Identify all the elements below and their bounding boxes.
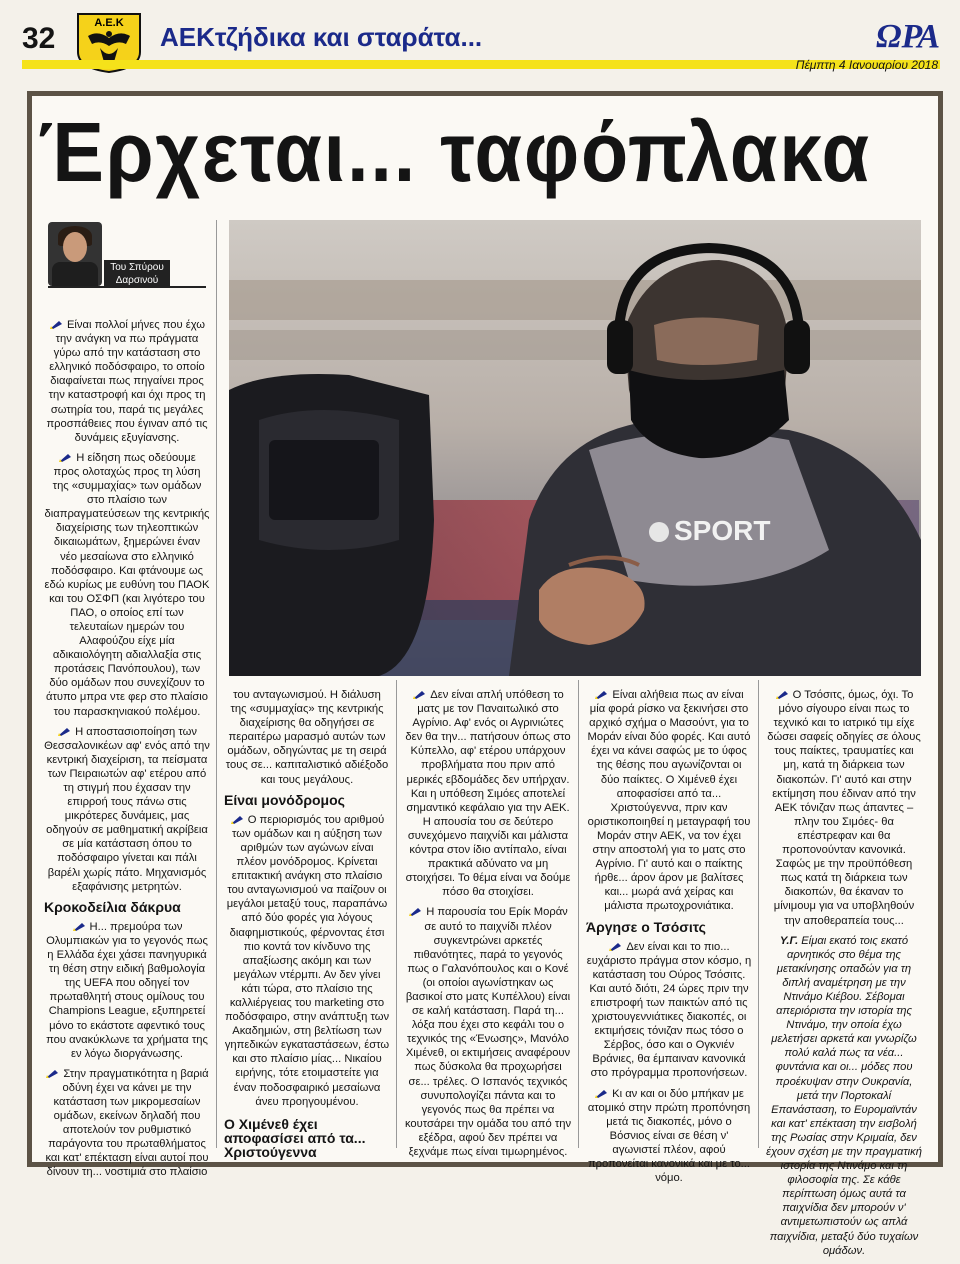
column-divider	[578, 680, 579, 1148]
paragraph-text: Η αποστασιοποίηση των Θεσσαλονικέων αφ' ενός από την κεντρική διαχείριση, τα πείσματα των Πειραιωτών αφ' ετέρου από τη στιγμή που έχασαν την επιρροή τους πάνω στις μικρότερες δυνάμεις, μας οδηγούν σε μαθηματική ακρίβεια σε μία κατάσταση όπου το ποδόσφαιρο γίνεται και πάλι βαρέλι χωρίς πάτο. Μηχανισμός εξαφάνισης μετρητών.	[44, 725, 210, 893]
paragraph-text: Η παρουσία του Ερίκ Μοράν σε αυτό το παιχνίδι πλέον συγκεντρώνει αρκετές πιθανότητες, παρά το γεγονός πως ο Γαλανόπουλος και ο Κονέ (οι οποίοι αγωνίστηκαν ως βασικοί στο ματς Κυπέλλου) είναι σε καλή κατάσταση. Παρά τη... λόξα που έχει στο κεφάλι του ο τεχνικός της «Ένωσης», Μανόλο Χιμένεθ, οι εκτιμήσεις αναφέρουν πως δύσκολα θα προχωρήσει σε... τρέλες. Ο Ισπανός τεχνικός συνυπολογίζει πάντα και το γεγονός πως θα πρέπει να κουτσάρει την ομάδα του από την εξέδρα, αφού δεν πρέπει να ξεχνάμε πως είναι τιμωρημένος.	[404, 906, 572, 1158]
pen-icon	[58, 453, 72, 463]
byline	[48, 222, 206, 288]
paragraph-text: Ο Τσόσιτς, όμως, όχι. Το μόνο σίγουρο είναι πως το τεχνικό και το ιατρικό τιμ είχε δώσει σαφείς οδηγίες σε όλους τους παίκτες, τραυματίες και μη, κατά τη διάρκεια των διακοπών. Γι' αυτό και στην εκτίμηση που έδιναν από την ΑΕΚ τόνιζαν πως άπαντες – πλην του Σιμόες- θα επέστρεφαν και θα προπονούνταν κανονικά. Σαφώς με την προϋπόθεση πως κατά τη διάρκεια των διακοπών, θα έκαναν το μίνιμουμ για να υποβληθούν την αποθεραπεία τους...	[767, 689, 921, 927]
pen-icon	[57, 727, 71, 737]
pen-icon	[775, 690, 789, 700]
paragraph-text: Κι αν και οι δύο μπήκαν με ατομικό στην πρώτη προπόνηση μετά τις διακοπές, μόνο ο Βόσνιος είναι σε θέση ν' αγωνιστεί πλέον, αφού προπονείται κανονικά και με το... νόμο.	[587, 1087, 751, 1185]
paragraph-text: Είναι πολλοί μήνες που έχω την ανάγκη να πω πράγματα γύρω από την κατάσταση στο ελληνικό ποδόσφαιρο, το οποίο διαφαίνεται πως πηγαίνει προς την καταστροφή και όχι προς τη σωτηρία του, παρά τις μεγάλες προσπάθειες που έγιναν από τις δυνάμεις εξυγίανσης.	[46, 319, 208, 444]
pen-icon	[594, 690, 608, 700]
paragraph-text: Δεν είναι και το πιο... ευχάριστο πράγμα στον κόσμο, η κατάσταση του Ούρος Τσόσιτς. Και αυτό διότι, 24 ώρες πριν την επιστροφή των παικτών από τις χριστουγεννιάτικες διακοπές, οι εκτιμήσεις τόνιζαν πως τόσο ο Σέρβος, όσο και ο Ογκνιέν Βράνιες, θα έμπαιναν κανονικά στο πρόγραμμα προπονήσεων.	[586, 940, 752, 1080]
byline-author: Δαρσινού	[115, 275, 159, 286]
byline-label	[104, 260, 170, 288]
byline-rule	[48, 286, 206, 288]
column-divider	[758, 680, 759, 1148]
paragraph	[586, 688, 752, 914]
pen-icon	[408, 907, 422, 917]
byline-line1: Του Σπύρου	[110, 262, 164, 273]
pen-icon	[49, 320, 63, 330]
pen-icon	[594, 1089, 608, 1099]
column-5	[765, 688, 923, 1264]
issue-date: Πέμπτη 4 Ιανουαρίου 2018	[795, 58, 938, 72]
pen-icon	[72, 922, 86, 932]
pen-icon	[45, 1069, 59, 1079]
column-3	[404, 688, 572, 1165]
pen-icon	[412, 690, 426, 700]
paragraph	[44, 1067, 210, 1180]
paragraph-text: Είναι αλήθεια πως αν είναι μία φορά ρίσκο να ξεκινήσει στο αρχικό σχήμα ο Μασούντ, για το Μοράν είναι δύο φορές. Και αυτό έχει να κάνει σαφώς με το ύφος της θέσης που αγωνίζονται οι δύο παίκτες. Ο Χιμένεθ έχει αποφασίσει από τα... Χριστούγεννα, πριν καν οριστικοποιηθεί η μεταγραφή του Μοράν στην ΑΕΚ, να τον έχει στην αποστολή για το ματς στο Αγρίνιο. Γι' αυτό και ο παίκτης ήρθε... άρον άρον με βαλίτσες και... μωρά ανά χείρας και μάλιστα πρωτοχρονιάτικα.	[587, 689, 751, 913]
paragraph	[44, 318, 210, 445]
page-number: 32	[22, 22, 56, 55]
vest-logo-text: SPORT	[674, 515, 771, 546]
paragraph: του ανταγωνισμού. Η διάλυση της «συμμαχίας» της κεντρικής διαχείρισης θα οδηγήσει σε περαιτέρω μαρασμό αυτών των ομάδων, οδηγώντας με τη σειρά τους σε... καπιταλιστικό αδιέξοδο και τους μεγάλους.	[225, 689, 389, 786]
paragraph	[586, 1087, 752, 1186]
headline: Έρχεται... ταφόπλακα	[38, 105, 871, 199]
subheading: Ο Χιμένεθ έχει αποφασίσει από τα... Χριστούγεννα	[224, 1115, 366, 1160]
pen-icon	[608, 942, 622, 952]
paragraph	[44, 451, 210, 719]
section-title: ΑΕΚτζήδικα και σταράτα...	[160, 22, 483, 52]
column-1	[44, 318, 210, 1186]
page-header	[0, 0, 960, 78]
paragraph	[765, 688, 923, 928]
pen-icon	[230, 815, 244, 825]
ps-label: Υ.Γ.	[779, 934, 799, 947]
svg-text:Α.Ε.Κ: Α.Ε.Κ	[94, 17, 124, 29]
ps-text: Είμαι εκατό τοις εκατό αρνητικός στο θέμα της μετακίνησης οπαδών για τη διπλή αναμέτρηση με την Ντινάμο Κιέβου. Σέβομαι απεριόριστα την ιστορία της Ντινάμο, την οποία έχω μελετήσει αρκετά και γνωρίζω πολύ καλά πως τα νέα... φυντάνια και οι... μόδες που προέκυψαν στην Ουκρανία, μετά την Πορτοκαλί Επανάσταση, το Ευρομαϊντάν και κατ' επέκταση την εισβολή της Ρωσίας στην Κριμαία, δεν έχουν σχέση με την πραγματική ιστορία της Ντινάμο και τη φιλοσοφία της. Σε κάθε περίπτωση όμως αυτά τα παιχνίδια δεν μπορούν ν' αντιμετωπιστούν ως απλά παιχνίδια, μεταξύ δύο τυχαίων ομάδων.	[766, 934, 922, 1257]
paragraph-text: Ο περιορισμός του αριθμού των ομάδων και η αύξηση των αριθμών των αγώνων είναι πλέον μονόδρομος. Κρίνεται επιτακτική ανάγκη στο πλαίσιο του ανταγωνισμού να παίζουν οι μεγάλοι μεταξύ τους, παραπάνω από δύο φορές για λόγους διαφημιστικούς, φέρνοντας έτσι πιο κοντά τον κίνδυνο της απαξίωσης ακόμη και των μεγάλων ντέρμπι. Αν δεν γίνει κάτι τώρα, στο πλαίσιο της καλλιέργειας του marketing στο ποδόσφαιρο, στην ανάπτυξη των Ακαδημιών, στη βελτίωση των γηπεδικών εγκαταστάσεων, έστω και στο πλαίσιο μίας... Νικαίου ειρήνης, τότε ετοιμαστείτε για έναν ποδοσφαιρικό μεσαίωνα άνευ προηγουμένου.	[224, 813, 390, 1108]
subheading: Κροκοδείλια δάκρυα	[44, 898, 181, 915]
paragraph	[404, 905, 572, 1159]
column-2	[224, 688, 390, 1165]
article-photo	[229, 220, 921, 676]
paragraph	[586, 940, 752, 1081]
paragraph	[224, 813, 390, 1109]
avatar	[48, 222, 102, 286]
subheading: Άργησε ο Τσόσιτς	[586, 918, 706, 935]
subheading: Είναι μονόδρομος	[224, 791, 345, 808]
postscript	[765, 934, 923, 1258]
column-divider	[216, 220, 217, 1148]
paragraph	[404, 688, 572, 899]
paragraph	[44, 725, 210, 894]
paragraph-text: Η... πρεμούρα των Ολυμπιακών για το γεγονός πως η Ελλάδα έχει χάσει πανηγυρικά τη θέση στην ειδική βαθμολογία της UEFA που οδηγεί τον πρωταθλητή στους ομίλους του Champions League, εξυπηρετεί μόνο το εκάστοτε αφεντικό τους που ανακύκλωνε τα χρήματα της εν λόγω διοργάνωσης.	[46, 920, 208, 1060]
paragraph-text: Η είδηση πως οδεύουμε προς ολοταχώς προς τη λύση της «συμμαχίας» των ομάδων στο πλαίσιο των διαπραγματεύσεων της κεντρικής διαχείρισης των τηλεοπτικών δικαιωμάτων, ξημερώνει έναν νέο μεσαίωνα στο ελληνικό ποδόσφαιρο. Και φτάνουμε ως εδώ κυρίως με ευθύνη του ΠΑΟΚ και του ΟΣΦΠ (και λιγότερο του ΠΑΟ, ο οποίος επί των τελευταίων ημερών του Αλαφούζου είχε μία αδικαιολόγητη αδιαλλαξία στις προτάσεις Πανόπουλου), των δύο ομάδων που συνεχίζουν το άτυπο μπρα ντε φερ στο πλαίσιο του παρασκηνιακού πολέμου.	[44, 451, 210, 718]
column-4	[586, 688, 752, 1191]
masthead-logo: ΩΡΑ	[876, 18, 940, 55]
paragraph-text: Δεν είναι απλή υπόθεση το ματς με τον Παναιτωλικό στο Αγρίνιο. Αφ' ενός οι Αγρινιώτες δεν θα την... πατήσουν όπως στο Κύπελλο, αφ' ετέρου υπάρχουν προβλήματα που πριν από μερικές εβδομάδες δεν υπήρχαν. Και η υπόθεση Σιμόες αποτελεί σημαντικό κεφάλαιο για την ΑΕΚ. Η απουσία του σε δεύτερο συνεχόμενο παιχνίδι και μάλιστα κόντρα στον ίδιο αντίπαλο, είναι πρακτικά αδύνατο να μη στοιχήσει. Το θέμα είναι να δούμε πόσο θα στοιχίσει.	[405, 689, 571, 899]
paragraph-text: Στην πραγματικότητα η βαριά οδύνη έχει να κάνει με την κατάσταση των μικρομεσαίων ομάδων, εκείνων δηλαδή που αποτελούν τον ρυθμιστικό παράγοντα του πρωταθλήματος και κατ' επέκταση είναι αυτοί που δίνουν τη... νοστιμιά στο πλαίσιο	[45, 1067, 209, 1179]
paragraph	[44, 920, 210, 1061]
column-divider	[396, 680, 397, 1148]
